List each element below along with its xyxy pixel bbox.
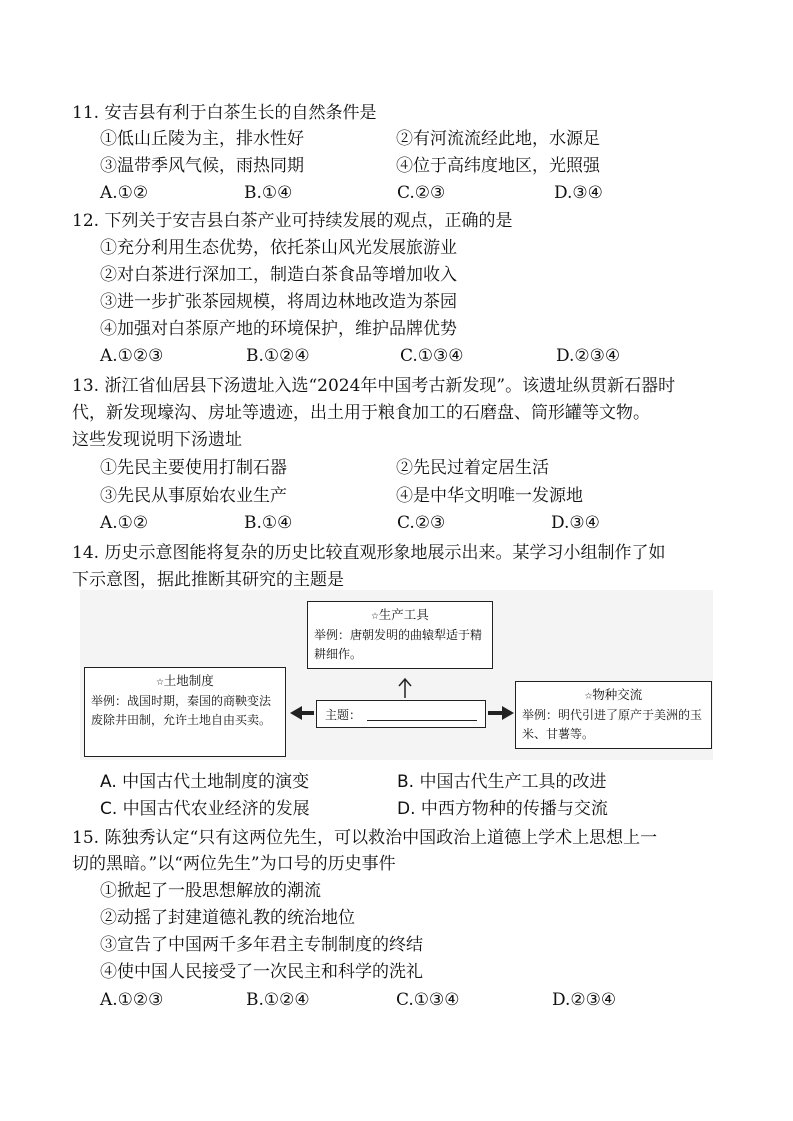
q12-item-1: ①充分利用生态优势，依托茶山风光发展旅游业 [100, 238, 457, 258]
q15-option-d[interactable]: D.②③④ [552, 990, 617, 1010]
q12-item-2: ②对白茶进行深加工，制造白茶食品等增加收入 [100, 265, 457, 285]
q13-option-c[interactable]: C.②③ [397, 513, 446, 533]
q13-item-4: ④是中华文明唯一发源地 [396, 486, 583, 506]
q15-item-1: ①掀起了一股思想解放的潮流 [100, 881, 321, 901]
diagram-box-species-title: ☆物种交流 [584, 687, 643, 702]
q13-stem-line-2: 代，新发现壕沟、房址等遗迹，出土用于粮食加工的石磨盘、筒形罐等文物。 [72, 403, 650, 423]
q15-item-2: ②动摇了封建道德礼教的统治地位 [100, 908, 355, 928]
q15-item-3: ③宣告了中国两千多年君主专制制度的终结 [100, 935, 423, 955]
q14-option-d[interactable]: D. 中西方物种的传播与交流 [397, 799, 608, 819]
q14-option-b[interactable]: B. 中国古代生产工具的改进 [397, 772, 607, 792]
q14-option-a[interactable]: A. 中国古代土地制度的演变 [100, 772, 310, 792]
diagram-box-species-body: 举例：明代引进了原产于美洲的玉米、甘薯等。 [522, 708, 703, 741]
diagram-box-tools [307, 601, 493, 669]
q14-stem-line-2: 下示意图，据此推断其研究的主题是 [72, 570, 344, 590]
q15-stem-line-2: 切的黑暗。”以“两位先生”为口号的历史事件 [72, 854, 396, 874]
diagram-box-tools-body: 举例：唐朝发明的曲辕犁适于精耕细作。 [314, 628, 483, 661]
q13-item-3: ③先民从事原始农业生产 [100, 486, 287, 506]
q13-stem-line-3: 这些发现说明下汤遗址 [72, 430, 242, 450]
q11-item-4: ④位于高纬度地区，光照强 [396, 156, 600, 176]
diagram-box-tools-title: ☆生产工具 [371, 607, 429, 622]
q12-stem: 12. 下列关于安吉县白茶产业可持续发展的观点，正确的是 [72, 211, 513, 231]
diagram-box-land-body: 举例：战国时期，秦国的商鞅变法废除井田制，允许土地自由买卖。 [91, 694, 272, 727]
q11-stem: 11. 安吉县有利于白茶生长的自然条件是 [72, 103, 377, 123]
q11-option-c[interactable]: C.②③ [397, 183, 446, 203]
arrow-right-head [502, 706, 514, 720]
q14-option-c[interactable]: C. 中国古代农业经济的发展 [100, 799, 310, 819]
q12-option-a[interactable]: A.①②③ [100, 346, 164, 366]
diagram-box-land-title: ☆土地制度 [156, 673, 214, 688]
q12-item-3: ③进一步扩张茶园规模，将周边林地改造为茶园 [100, 292, 457, 312]
q13-option-b[interactable]: B.①④ [244, 513, 293, 533]
q12-option-b[interactable]: B.①②④ [246, 346, 310, 366]
q11-item-1: ①低山丘陵为主，排水性好 [100, 129, 304, 149]
q15-option-b[interactable]: B.①②④ [246, 990, 310, 1010]
q15-stem-line-1: 15. 陈独秀认定“只有这两位先生，可以救治中国政治上道德上学术上思想上一 [72, 828, 658, 848]
q14-stem-line-1: 14. 历史示意图能将复杂的历史比较直观形象地展示出来。某学习小组制作了如 [72, 543, 666, 563]
q12-item-4: ④加强对白茶原产地的环境保护，维护品牌优势 [100, 319, 457, 339]
q13-option-d[interactable]: D.③④ [551, 513, 600, 533]
q11-item-2: ②有河流流经此地，水源足 [396, 129, 600, 149]
q13-item-1: ①先民主要使用打制石器 [100, 458, 287, 478]
q12-option-d[interactable]: D.②③④ [556, 346, 621, 366]
q15-option-a[interactable]: A.①②③ [100, 990, 164, 1010]
diagram-box-land [84, 667, 286, 757]
q11-item-3: ③温带季风气候，雨热同期 [100, 156, 304, 176]
diagram-box-species [515, 681, 712, 749]
q15-item-4: ④使中国人民接受了一次民主和科学的洗礼 [100, 962, 423, 982]
q12-option-c[interactable]: C.①③④ [400, 346, 464, 366]
q15-option-c[interactable]: C.①③④ [396, 990, 460, 1010]
diagram-arrows [290, 674, 520, 746]
q13-item-2: ②先民过着定居生活 [396, 458, 549, 478]
q13-option-a[interactable]: A.①② [100, 513, 149, 533]
q11-option-a[interactable]: A.①② [100, 183, 149, 203]
q11-option-d[interactable]: D.③④ [554, 183, 603, 203]
q13-stem-line-1: 13. 浙江省仙居县下汤遗址入选“2024年中国考古新发现”。该遗址纵贯新石器时 [72, 376, 676, 396]
q11-option-b[interactable]: B.①④ [244, 183, 293, 203]
arrow-left-head [290, 706, 302, 720]
diagram-topic-label: 主题： [325, 708, 362, 722]
